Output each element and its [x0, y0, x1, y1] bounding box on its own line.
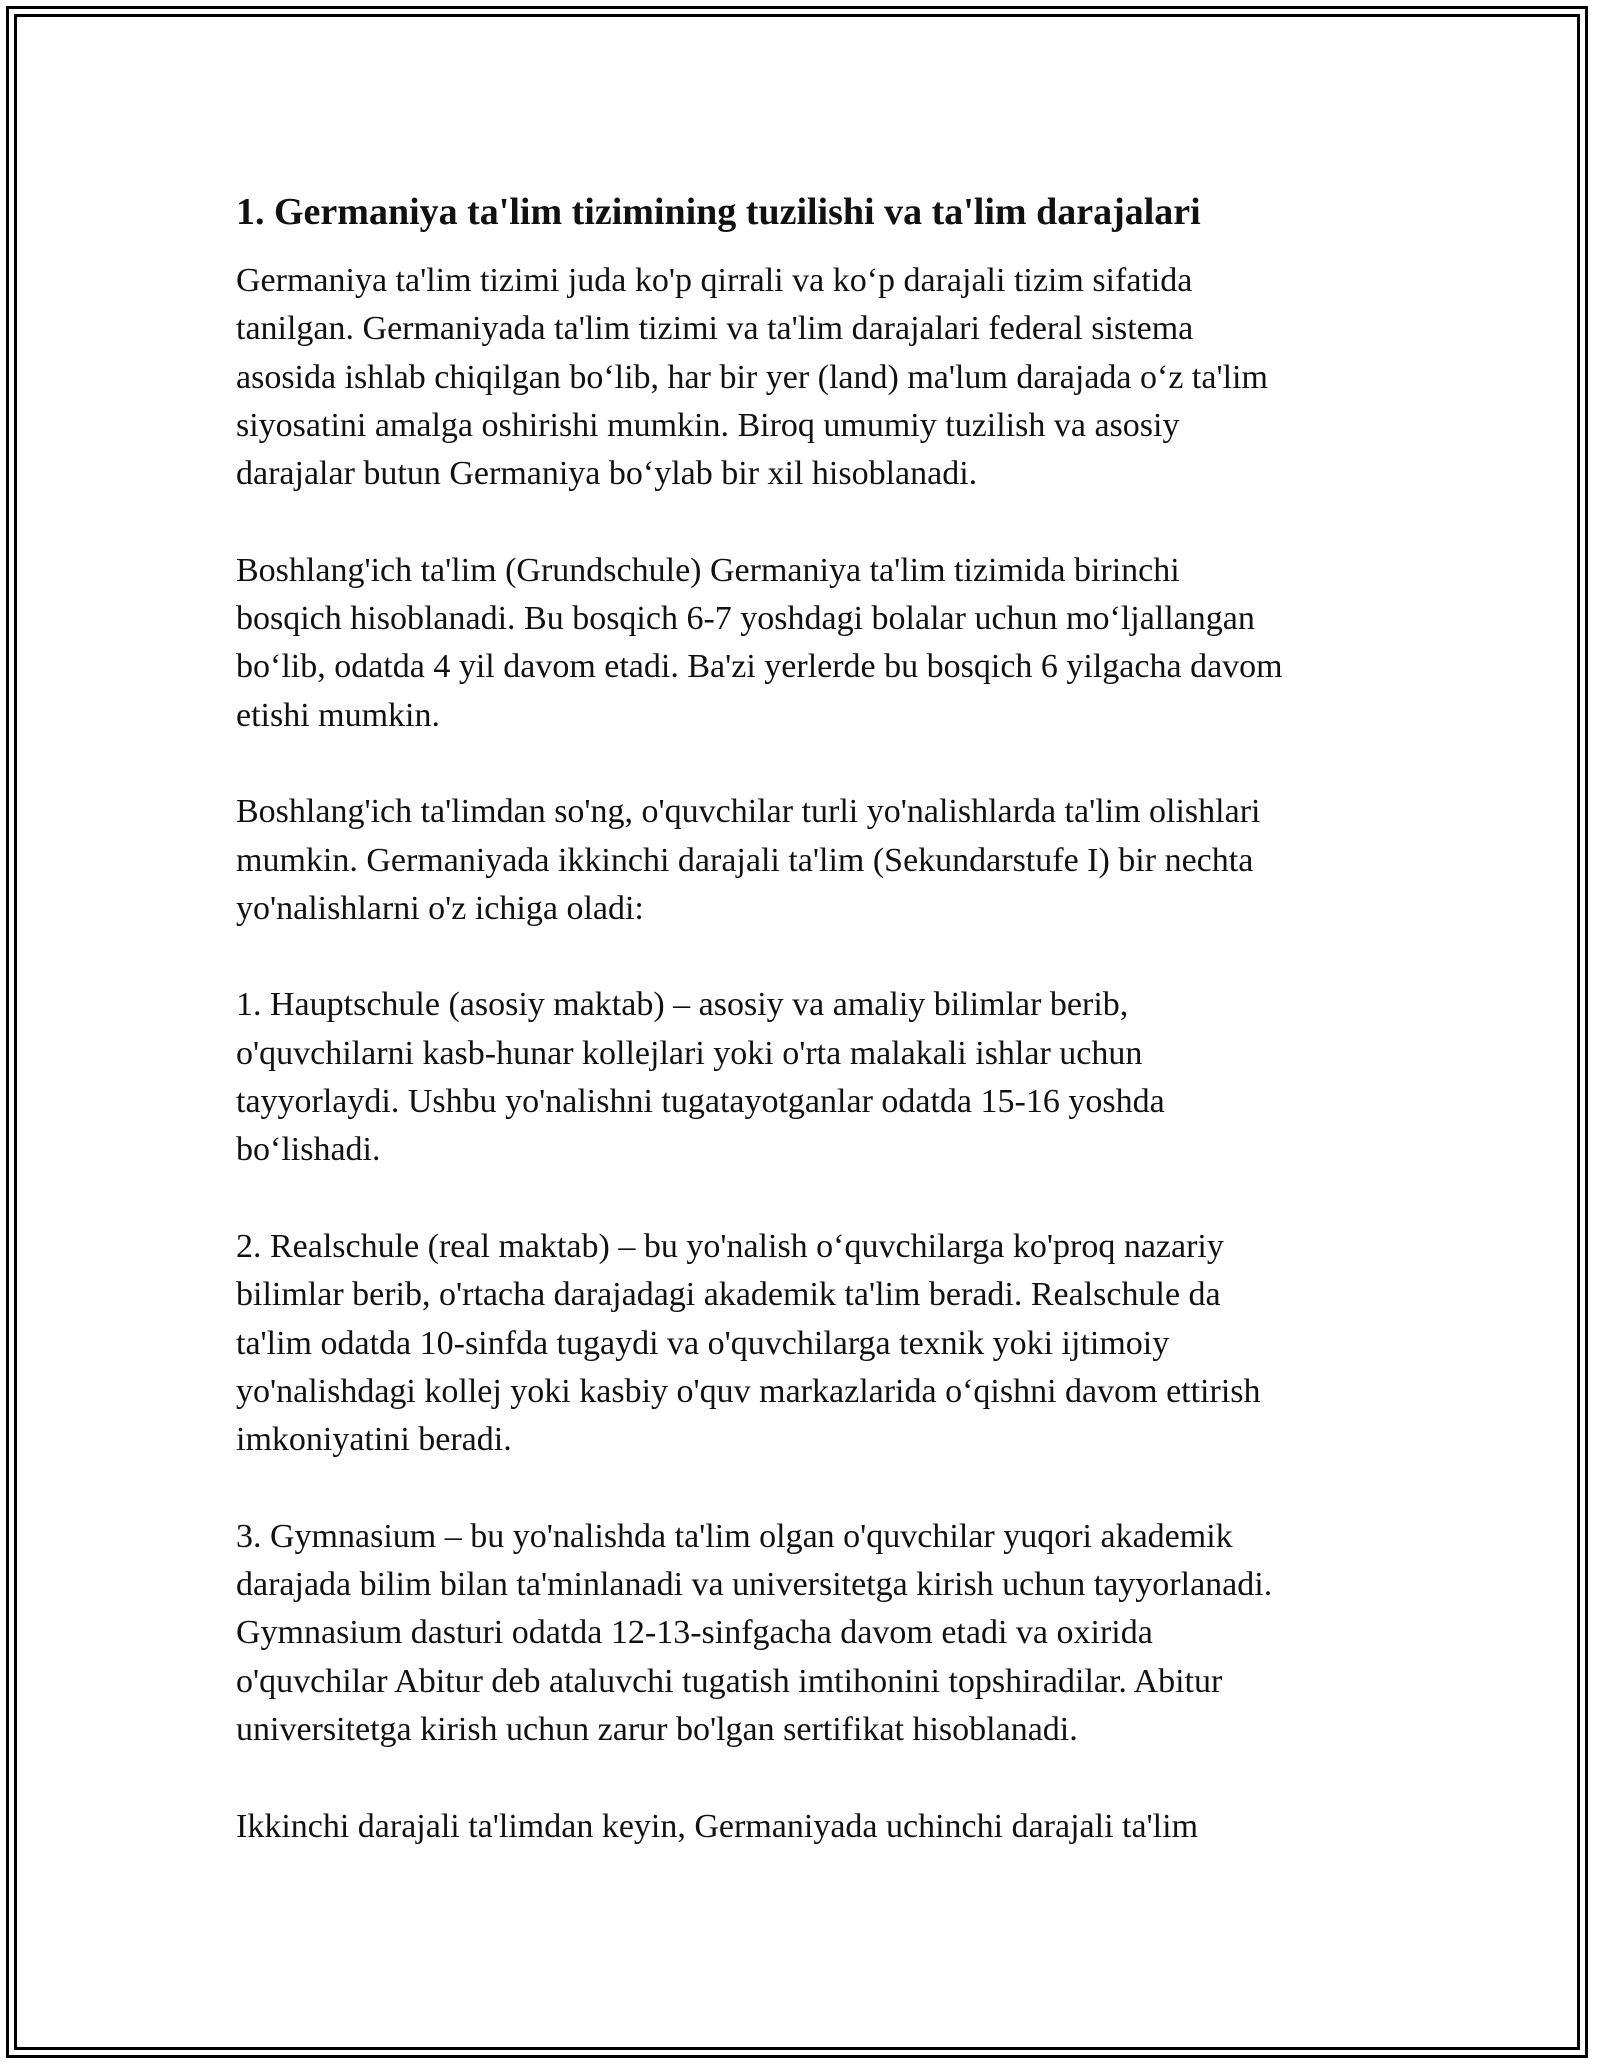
- paragraph-line: Boshlang'ich ta'limdan so'ng, o'quvchilar turli yo'nalishlarda ta'lim olishlari: [236, 793, 1261, 831]
- paragraph-line: o'quvchilar Abitur deb ataluvchi tugatish imtihonini topshiradilar. Abitur: [236, 1662, 1223, 1700]
- paragraph-line: bo‘lib, odatda 4 yil davom etadi. Ba'zi yerlerde bu bosqich 6 yilgacha davom: [236, 648, 1283, 686]
- paragraph-line: asosida ishlab chiqilgan bo‘lib, har bir yer (land) ma'lum darajada o‘z ta'lim: [236, 358, 1268, 396]
- paragraph-line: bosqich hisoblanadi. Bu bosqich 6-7 yoshdagi bolalar uchun mo‘ljallangan: [236, 600, 1255, 638]
- paragraph-line: bo‘lishadi.: [236, 1131, 381, 1169]
- paragraph-line: Boshlang'ich ta'lim (Grundschule) Germaniya ta'lim tizimida birinchi: [236, 551, 1180, 589]
- paragraph-line: 2. Realschule (real maktab) – bu yo'nalish o‘quvchilarga ko'proq nazariy: [236, 1227, 1224, 1265]
- paragraph-line: universitetga kirish uchun zarur bo'lgan sertifikat hisoblanadi.: [236, 1710, 1078, 1748]
- paragraph-line: o'quvchilarni kasb-hunar kollejlari yoki o'rta malakali ishlar uchun: [236, 1034, 1143, 1072]
- paragraph-tertiary-intro: [236, 1803, 1381, 1851]
- paragraph-gymnasium: [236, 1513, 1381, 1754]
- paragraph-line: imkoniyatini beradi.: [236, 1421, 512, 1459]
- paragraph-line: 3. Gymnasium – bu yo'nalishda ta'lim olgan o'quvchilar yuqori akademik: [236, 1517, 1233, 1555]
- paragraph-line: Ikkinchi darajali ta'limdan keyin, Germaniyada uchinchi darajali ta'lim: [236, 1807, 1199, 1845]
- paragraph-line: darajalar butun Germaniya bo‘ylab bir xil hisoblanadi.: [236, 455, 978, 493]
- paragraph-line: etishi mumkin.: [236, 696, 440, 734]
- paragraph-line: tanilgan. Germaniyada ta'lim tizimi va ta'lim darajalari federal sistema: [236, 310, 1194, 348]
- paragraph-line: ta'lim odatda 10-sinfda tugaydi va o'quvchilarga texnik yoki ijtimoiy: [236, 1324, 1170, 1362]
- paragraph-line: mumkin. Germaniyada ikkinchi darajali ta'lim (Sekundarstufe I) bir nechta: [236, 841, 1254, 879]
- section-heading: 1. Germaniya ta'lim tizimining tuzilishi va ta'lim darajalari: [236, 191, 1201, 233]
- paragraph-line: Gymnasium dasturi odatda 12-13-sinfgacha davom etadi va oxirida: [236, 1614, 1153, 1652]
- paragraph-hauptschule: [236, 981, 1381, 1174]
- paragraph-line: siyosatini amalga oshirishi mumkin. Biroq umumiy tuzilish va asosiy: [236, 406, 1180, 444]
- paragraph-line: 1. Hauptschule (asosiy maktab) – asosiy va amaliy bilimlar berib,: [236, 986, 1129, 1024]
- paragraph-secondary-intro: [236, 788, 1381, 933]
- paragraph-realschule: [236, 1223, 1381, 1464]
- paragraph-line: Germaniya ta'lim tizimi juda ko'p qirrali va ko‘p darajali tizim sifatida: [236, 262, 1193, 299]
- paragraph-line: bilimlar berib, o'rtacha darajadagi akademik ta'lim beradi. Realschule da: [236, 1276, 1221, 1314]
- paragraph-line: yo'nalishdagi kollej yoki kasbiy o'quv markazlarida o‘qishni davom ettirish: [236, 1372, 1261, 1410]
- paragraph-line: tayyorlaydi. Ushbu yo'nalishni tugatayotganlar odatda 15-16 yoshda: [236, 1083, 1165, 1121]
- paragraph-primary-education: [236, 547, 1381, 740]
- paragraph-line: darajada bilim bilan ta'minlanadi va universitetga kirish uchun tayyorlanadi.: [236, 1566, 1273, 1604]
- paragraph-intro: [236, 257, 1381, 498]
- paragraph-line: yo'nalishlarni o'z ichiga oladi:: [236, 889, 644, 927]
- document-body: [236, 186, 1381, 1899]
